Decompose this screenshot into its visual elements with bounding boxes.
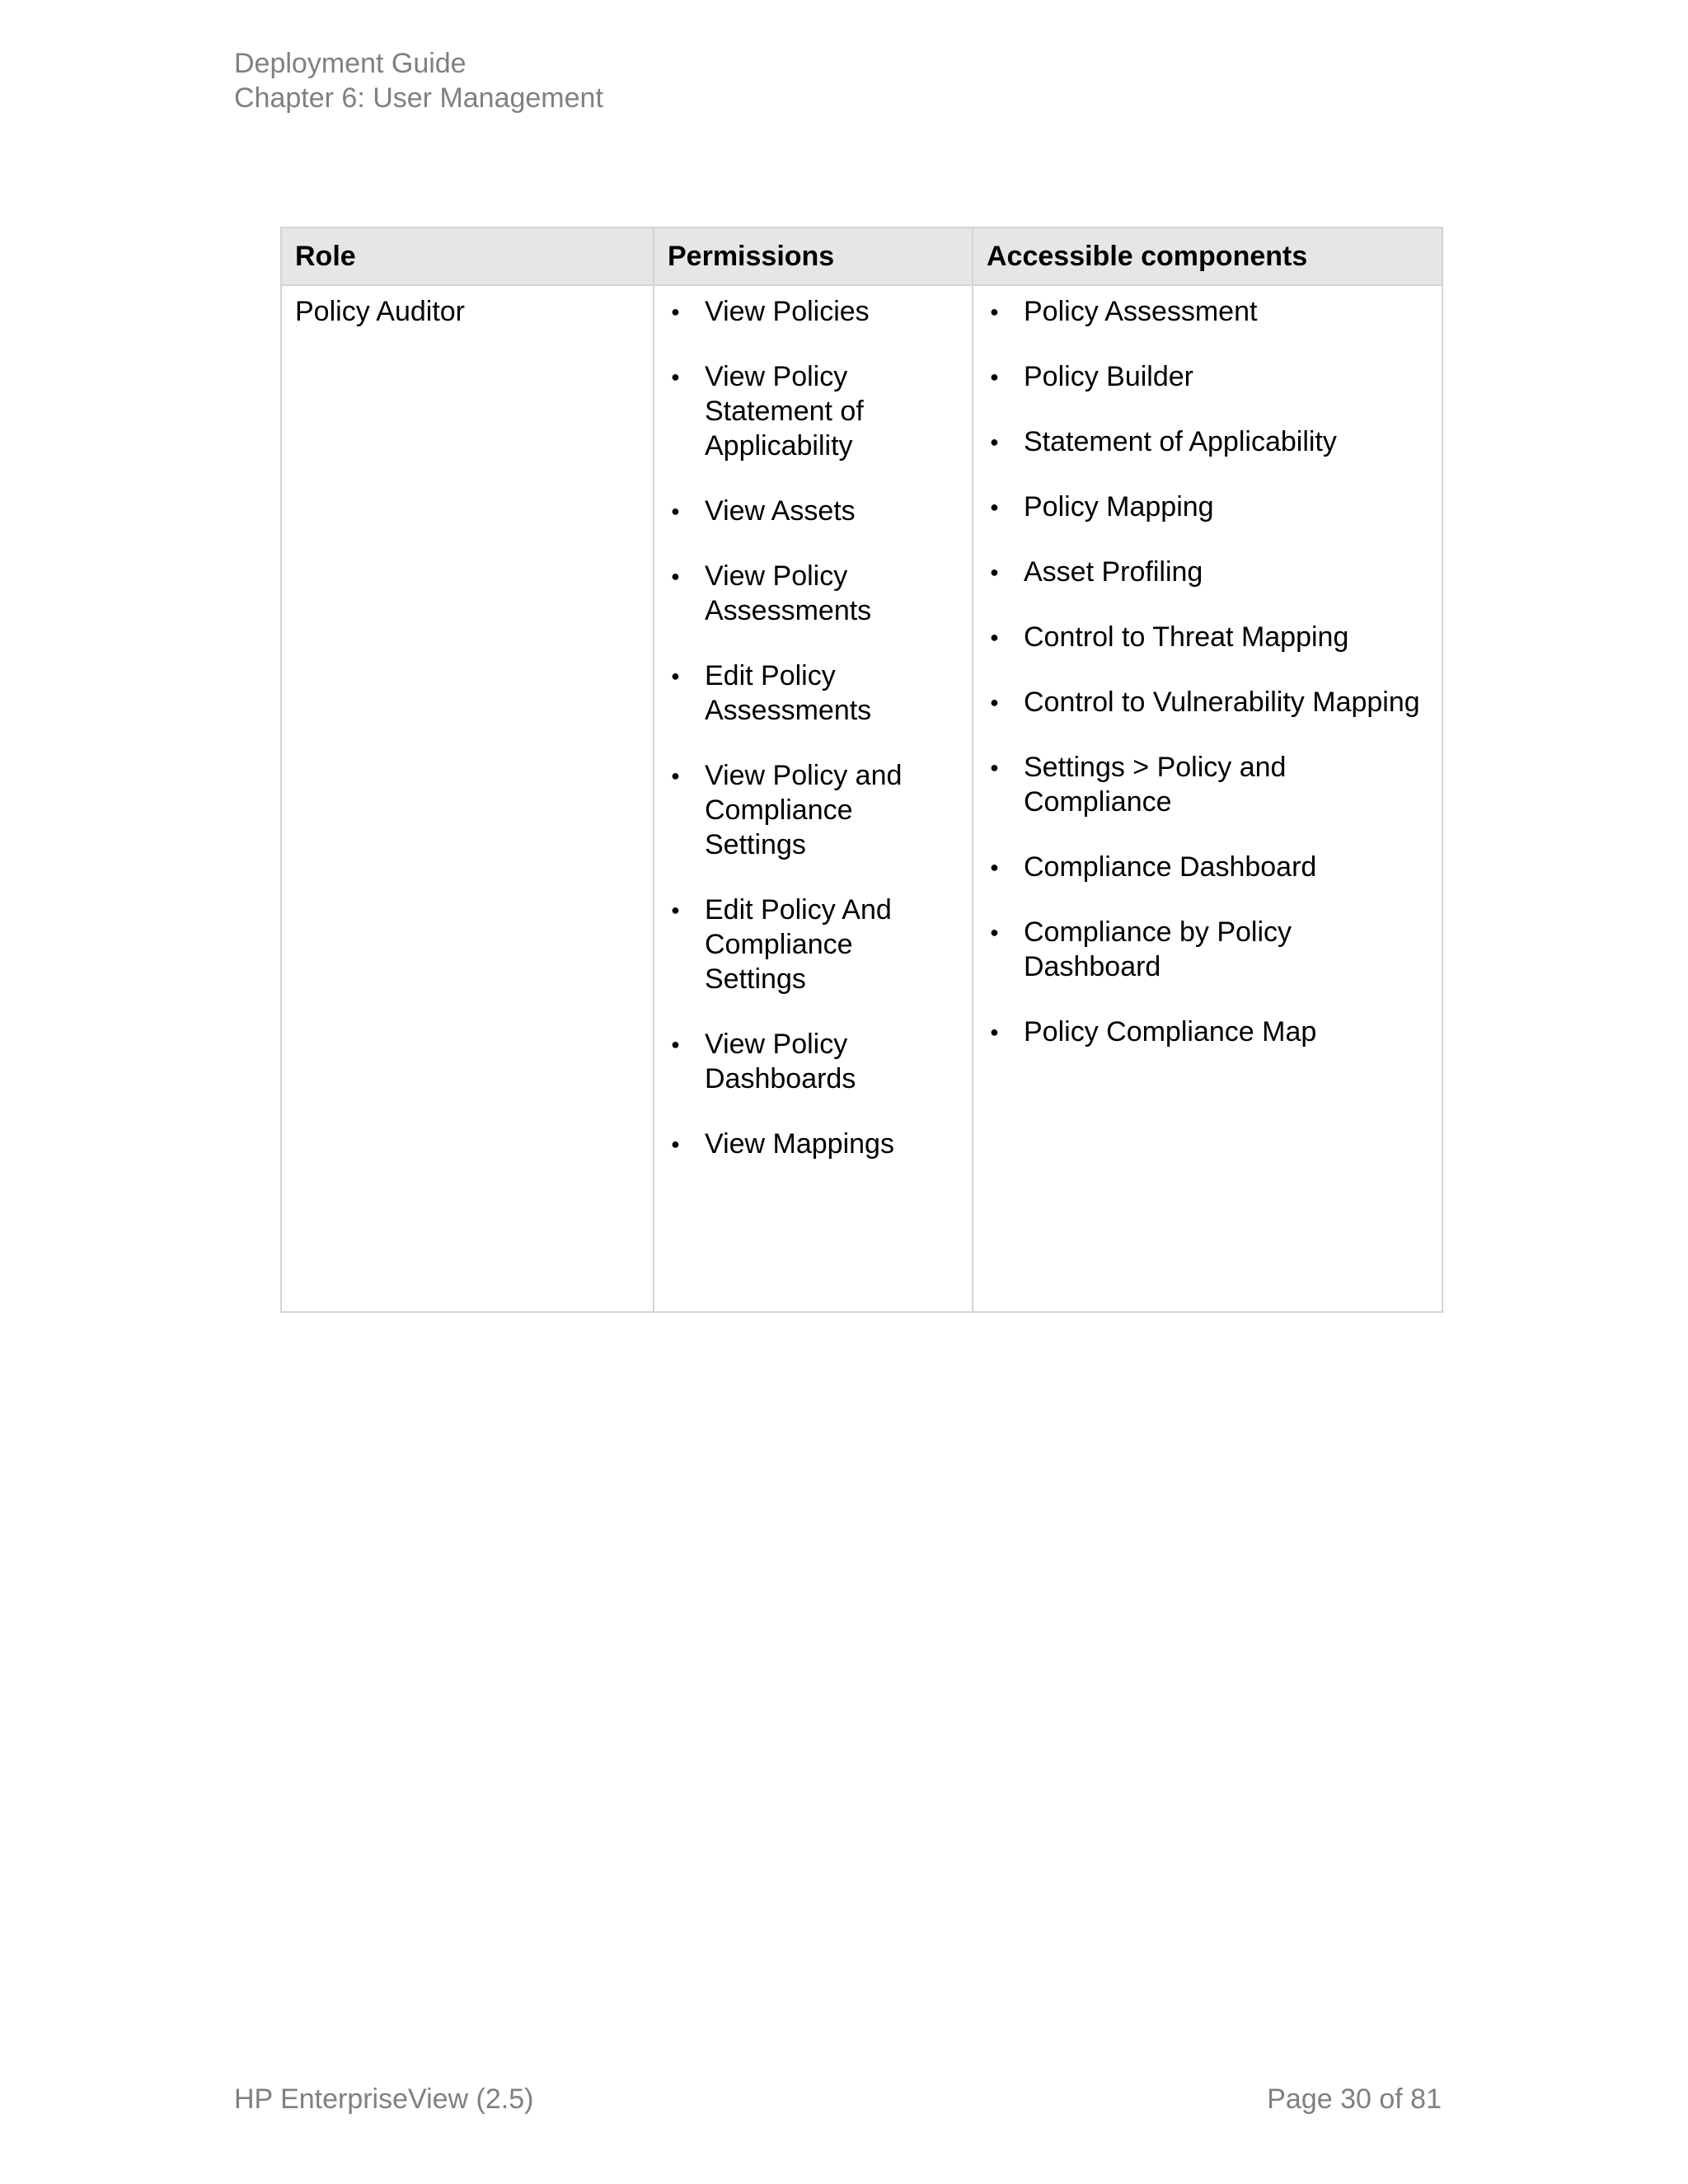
column-header-role: Role [281, 227, 654, 285]
bullet-icon: ● [671, 1136, 680, 1152]
list-item-text: Edit Policy Assessments [705, 660, 872, 726]
component-item [987, 294, 1428, 329]
list-item-text: Edit Policy And Compliance Settings [705, 894, 892, 995]
component-item [987, 1015, 1428, 1049]
table-row [281, 285, 1442, 1312]
list-item-text: View Policy Dashboards [705, 1029, 856, 1094]
component-item [987, 359, 1428, 394]
list-item-text: Statement of Applicability [1024, 426, 1337, 457]
list-item-text: Policy Assessment [1024, 296, 1258, 327]
list-item-text: Control to Vulnerability Mapping [1024, 687, 1420, 718]
bullet-icon: ● [990, 499, 999, 515]
permission-item [668, 559, 959, 628]
permission-item [668, 294, 959, 329]
component-item [987, 620, 1428, 654]
list-item-text: Control to Threat Mapping [1024, 621, 1349, 653]
list-item-text: View Policies [705, 296, 870, 327]
list-item-text: Settings > Policy and Compliance [1024, 752, 1287, 818]
component-item [987, 685, 1428, 719]
bullet-icon: ● [671, 1036, 680, 1052]
bullet-icon: ● [671, 368, 680, 385]
column-header-permissions: Permissions [654, 227, 973, 285]
list-item-text: Compliance Dashboard [1024, 851, 1317, 883]
list-item-text: Policy Mapping [1024, 491, 1214, 523]
components-list [987, 294, 1428, 1049]
bullet-icon: ● [671, 503, 680, 519]
bullet-icon: ● [671, 668, 680, 684]
component-item [987, 555, 1428, 589]
component-item [987, 850, 1428, 884]
list-item-text: View Mappings [705, 1128, 894, 1160]
permission-item [668, 1127, 959, 1161]
bullet-icon: ● [671, 568, 680, 584]
role-cell: Policy Auditor [281, 285, 654, 1312]
component-item [987, 750, 1428, 819]
document-title: Deployment Guide [234, 48, 467, 79]
component-item [987, 915, 1428, 984]
list-item-text: View Policy and Compliance Settings [705, 760, 903, 860]
footer-page-number: Page 30 of 81 [1267, 2083, 1442, 2115]
list-item-text: View Policy Assessments [705, 560, 872, 626]
permission-item [668, 758, 959, 862]
list-item-text: View Policy Statement of Applicability [705, 361, 864, 462]
permission-item [668, 658, 959, 728]
bullet-icon: ● [990, 434, 999, 450]
column-header-components: Accessible components [973, 227, 1442, 285]
bullet-icon: ● [990, 759, 999, 776]
bullet-icon: ● [671, 767, 680, 784]
list-item-text: Policy Compliance Map [1024, 1016, 1317, 1047]
bullet-icon: ● [990, 368, 999, 385]
bullet-icon: ● [671, 303, 680, 320]
bullet-icon: ● [990, 694, 999, 710]
component-item [987, 424, 1428, 459]
page-header [234, 46, 603, 115]
permission-item [668, 359, 959, 463]
bullet-icon: ● [671, 902, 680, 918]
bullet-icon: ● [990, 564, 999, 580]
list-item-text: View Assets [705, 495, 856, 527]
role-permissions-table [280, 227, 1443, 1313]
footer-product: HP EnterpriseView (2.5) [234, 2083, 534, 2115]
table-header-row [281, 227, 1442, 285]
permission-item [668, 494, 959, 528]
bullet-icon: ● [990, 303, 999, 320]
list-item-text: Asset Profiling [1024, 556, 1203, 588]
component-item [987, 490, 1428, 524]
permission-item [668, 893, 959, 996]
bullet-icon: ● [990, 629, 999, 645]
permission-item [668, 1027, 959, 1096]
chapter-title: Chapter 6: User Management [234, 82, 603, 114]
permissions-cell [654, 285, 973, 1312]
bullet-icon: ● [990, 924, 999, 940]
bullet-icon: ● [990, 859, 999, 875]
components-cell [973, 285, 1442, 1312]
permissions-list [668, 294, 959, 1161]
bullet-icon: ● [990, 1024, 999, 1040]
list-item-text: Policy Builder [1024, 361, 1193, 392]
list-item-text: Compliance by Policy Dashboard [1024, 916, 1292, 982]
